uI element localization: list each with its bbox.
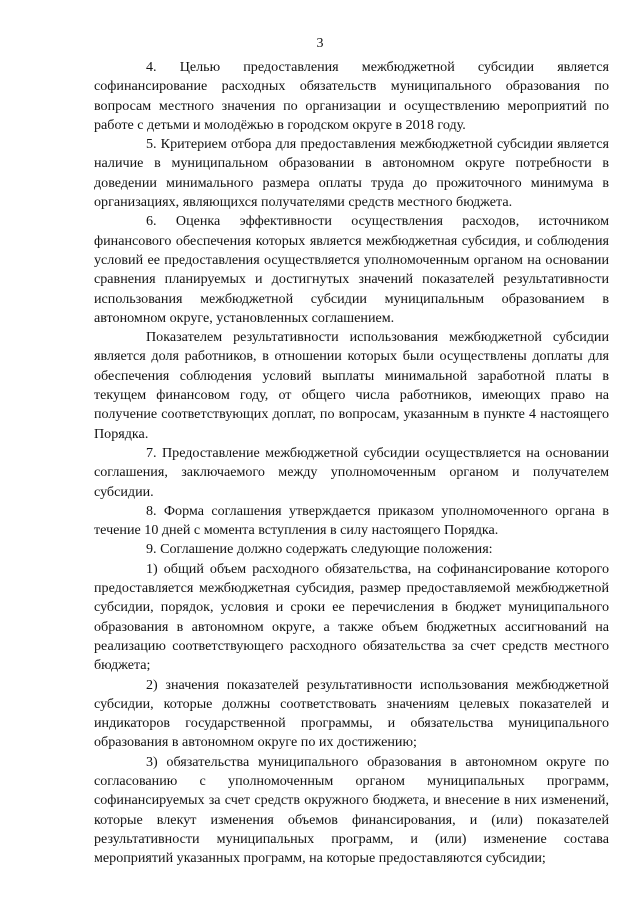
paragraph-item-4: 4. Целью предоставления межбюджетной субсидии является софинансирование расходных обязательств муниципального образования по вопросам местного значения по организации и осуществлению мероприятий по работе с детьми и молодёжью в городском округе в 2018 году. <box>94 59 609 133</box>
page-number: 3 <box>316 36 324 51</box>
paragraph-item-8: 8. Форма соглашения утверждается приказом уполномоченного органа в течение 10 дней с момента вступления в силу настоящего Порядка. <box>94 502 609 539</box>
paragraph-item-7: 7. Предоставление межбюджетной субсидии осуществляется на основании соглашения, заключаемого между уполномоченным органом и получателем субсидии. <box>94 444 609 500</box>
list-item-9-3: 3) обязательства муниципального образования в автономном округе по согласованию с уполномоченным органом муниципальных программ, софинансируемых за счет средств окружного бюджета, и внесение в них изменений, которые влекут изменения объемов финансирования, и (или) показателей результативности муниципальных программ, и (или) изменение состава мероприятий указанных программ, на которые предоставляются субсидии; <box>94 753 609 867</box>
paragraph-item-5: 5. Критерием отбора для предоставления межбюджетной субсидии является наличие в муниципальном образовании в автономном округе потребности в доведении минимального размера оплаты труда до прожиточного минимума в организациях, являющихся получателями средств местного бюджета. <box>94 136 609 211</box>
list-item-9-2: 2) значения показателей результативности использования межбюджетной субсидии, которые должны соответствовать значениям целевых показателей и индикаторов государственной программы, и обязательства муниципального образования в автономном округе по их достижению; <box>94 676 609 751</box>
document-body <box>94 58 609 868</box>
paragraph-performance-indicator: Показателем результативности использования межбюджетной субсидии является доля работников, в отношении которых были осуществлены доплаты для обеспечения соблюдения условий выплаты минимальной заработной платы в текущем финансовом году, от общего числа работников, имеющих право на получение соответствующих доплат, по вопросам, указанным в пункте 4 настоящего Порядка. <box>94 329 609 442</box>
paragraph-item-9: 9. Соглашение должно содержать следующие положения: <box>146 541 493 558</box>
list-item-9-1: 1) общий объем расходного обязательства, на софинансирование которого предоставляется межбюджетная субсидия, размер предоставляемой межбюджетной субсидии, порядок, условия и сроки ее перечисления в бюджет муниципального образования в автономном округе, а также объем бюджетных ассигнований на реализацию соответствующего расходного обязательства за счет средств местного бюджета; <box>94 560 609 674</box>
paragraph-item-6: 6. Оценка эффективности осуществления расходов, источником финансового обеспечения которых является межбюджетная субсидия, и соблюдения условий ее предоставления осуществляется уполномоченным органом на основании сравнения планируемых и достигнутых значений показателей результативности использования межбюджетной субсидии муниципальным образованием в автономном округе, установленных соглашением. <box>94 213 609 326</box>
